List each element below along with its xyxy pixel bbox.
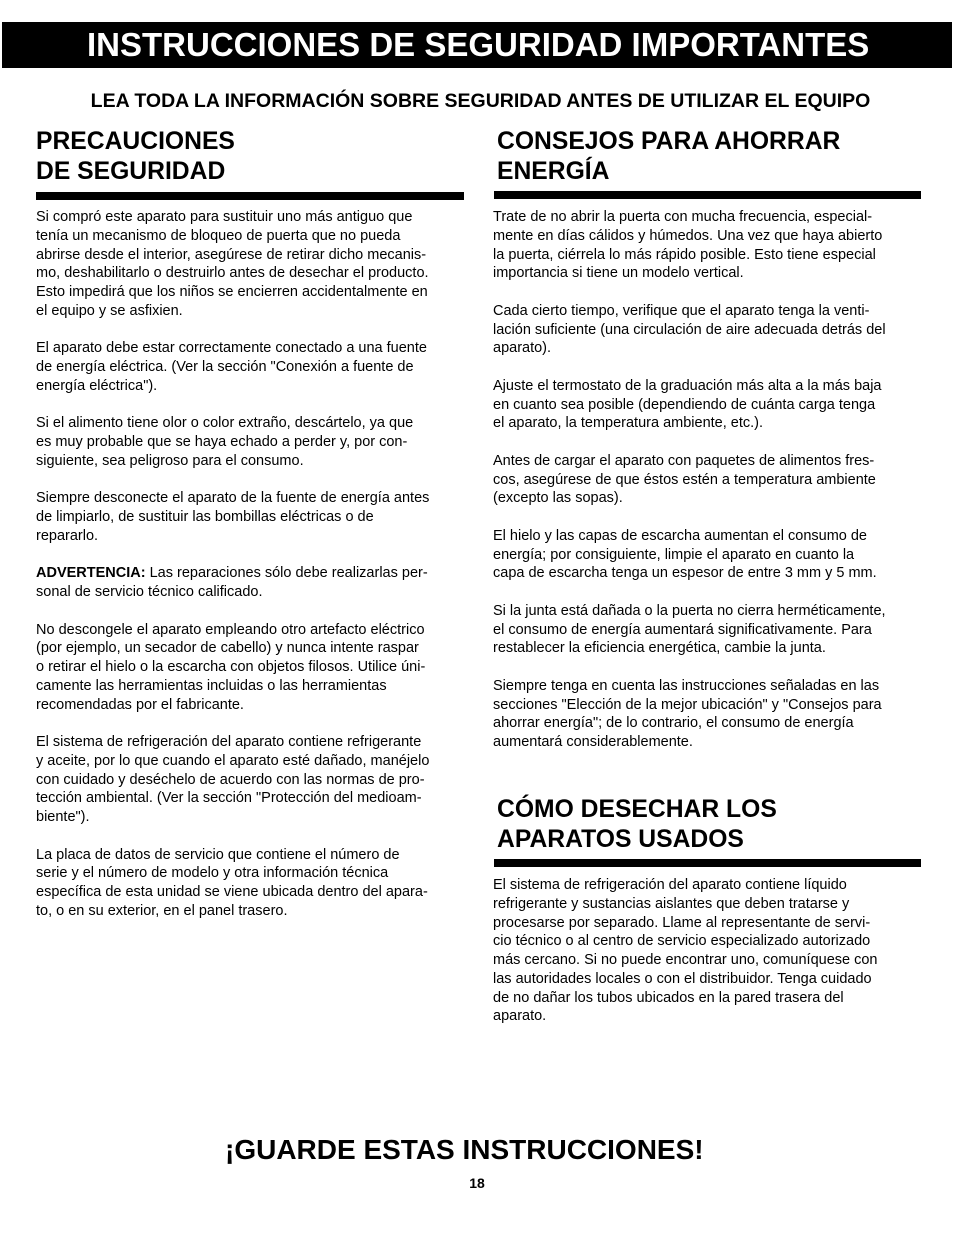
precaution-paragraph: La placa de datos de servicio que contiene el número de serie y el número de modelo y otra información técnica específica de esta unidad se viene ubicada dentro del apara- to, o en su exterior, en el panel trasero. xyxy=(36,846,428,919)
page-title: INSTRUCCIONES DE SEGURIDAD IMPORTANTES xyxy=(87,26,870,63)
precaution-paragraph: El aparato debe estar correctamente conectado a una fuente de energía eléctrica. (Ver la sección "Conexión a fuente de energía eléctrica"). xyxy=(36,340,427,394)
precautions-heading-rule xyxy=(36,192,464,200)
energy-tip-paragraph: Si la junta está dañada o la puerta no cierra herméticamente, el consumo de energía aumentará significativamente. Para restablecer la eficiencia energética, cambie la junta. xyxy=(493,602,886,657)
page-subtitle: LEA TODA LA INFORMACIÓN SOBRE SEGURIDAD ANTES DE UTILIZAR EL EQUIPO xyxy=(90,90,871,112)
energy-tip-paragraph: Cada cierto tiempo, verifique que el aparato tenga la venti- lación suficiente (una circulación de aire adecuada detrás del aparato). xyxy=(493,302,886,357)
energy-tip-paragraph: Siempre tenga en cuenta las instrucciones señaladas en las secciones "Elección de la mejor ubicación" y "Consejos para ahorrar energía"; de lo contrario, el consumo de energía aumentará considerablemente. xyxy=(493,677,882,750)
save-instructions-title: ¡GUARDE ESTAS INSTRUCCIONES! xyxy=(225,1134,704,1165)
energy-tip-paragraph: Trate de no abrir la puerta con mucha frecuencia, especial- mente en días cálidos y húmedos. Una vez que haya abierto la puerta, ciérrela lo más rápido posible. Esto tiene especial importancia si tiene un modelo vertical. xyxy=(493,209,883,282)
energy-tip-paragraph: El hielo y las capas de escarcha aumentan el consumo de energía; por consiguiente, limpie el aparato en cuanto la capa de escarcha tenga un espesor de entre 3 mm y 5 mm. xyxy=(493,527,877,582)
precautions-body xyxy=(36,208,466,921)
warning-text: Las reparaciones sólo debe realizarlas per- sonal de servicio técnico calificado. xyxy=(36,565,428,600)
disposal-heading-rule xyxy=(494,859,921,867)
disposal-body xyxy=(493,876,923,1026)
warning-paragraph xyxy=(36,564,466,602)
energy-tips-body xyxy=(493,208,923,752)
precaution-paragraph: No descongele el aparato empleando otro artefacto eléctrico (por ejemplo, un secador de cabello) y nunca intente raspar o retirar el hielo o la escarcha con objetos filosos. Utilice úni- camente las herramientas incluidas o las herramientas recomendadas por el fabricante. xyxy=(36,621,426,713)
precaution-paragraph: Si el alimento tiene olor o color extraño, descártelo, ya que es muy probable que se haya echado a perder y, por con- siguiente, sea peligroso para el consumo. xyxy=(36,415,414,469)
precaution-paragraph: Siempre desconecte el aparato de la fuente de energía antes de limpiarlo, de sustituir las bombillas eléctricas o de repararlo. xyxy=(36,490,430,544)
title-banner xyxy=(2,22,952,68)
energy-tips-heading-rule xyxy=(494,191,921,199)
energy-tip-paragraph: Ajuste el termostato de la graduación más alta a la más baja en cuanto sea posible (dependiendo de cuánta carga tenga el aparato, la temperatura ambiente, etc.). xyxy=(493,377,882,432)
energy-tip-paragraph: Antes de cargar el aparato con paquetes de alimentos fres- cos, asegúrese de que éstos estén a temperatura ambiente (excepto las sopas). xyxy=(493,452,876,507)
disposal-paragraph: El sistema de refrigeración del aparato contiene líquido refrigerante y sustancias aislantes que deben tratarse y procesarse por separado. Llame al representante de servi- cio técnico o al centro de servicio especializado autorizado más cercano. Si no puede encontrar uno, comuníquese con las autoridades locales o con el distribuidor. Tenga cuidado de no dañar los tubos ubicados en la pared trasera del aparato. xyxy=(493,877,878,1025)
page-number: 18 xyxy=(469,1175,485,1191)
precaution-paragraph: El sistema de refrigeración del aparato contiene refrigerante y aceite, por lo que cuando el aparato esté dañado, manéjelo con cuidado y deséchelo de acuerdo con las normas de pro- tección ambiental. (Ver la sección "Protección del medioam- biente"). xyxy=(36,734,430,825)
warning-label: ADVERTENCIA: xyxy=(36,565,146,582)
energy-tips-heading: CONSEJOS PARA AHORRAR ENERGÍA xyxy=(497,128,841,185)
precautions-heading: PRECAUCIONES DE SEGURIDAD xyxy=(36,128,235,185)
disposal-heading: CÓMO DESECHAR LOS APARATOS USADOS xyxy=(497,796,777,853)
precaution-paragraph: Si compró este aparato para sustituir uno más antiguo que tenía un mecanismo de bloqueo de puerta que no pueda abrirse desde el interior, asegúrese de retirar dicho mecanis- mo, deshabilitarlo o destruirlo antes de desechar el producto. Esto impedirá que los niños se encierren accidentalmente en el equipo y se asfixien. xyxy=(36,209,429,319)
